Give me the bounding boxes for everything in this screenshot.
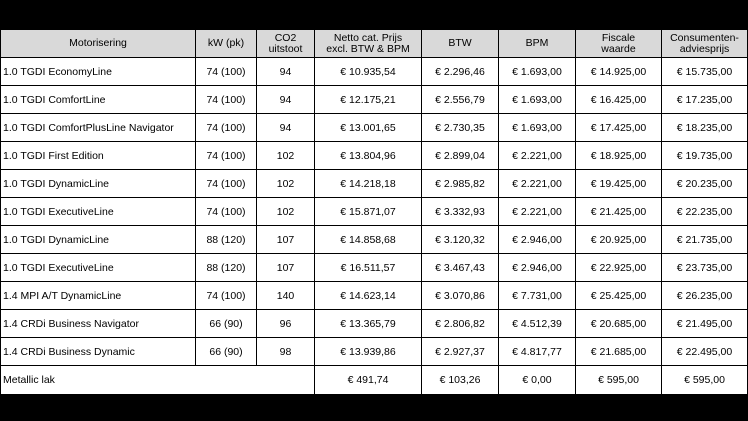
cell-consumentenadviesprijs: € 17.235,00 (662, 86, 748, 114)
cell-netto-prijs: € 14.623,14 (315, 282, 422, 310)
cell-netto-prijs: € 15.871,07 (315, 198, 422, 226)
cell-co2: 107 (257, 226, 315, 254)
cell-co2: 102 (257, 170, 315, 198)
table-row (1, 254, 748, 282)
cell-netto-prijs: € 14.218,18 (315, 170, 422, 198)
cell-co2: 94 (257, 114, 315, 142)
cell-motorisering: 1.4 MPI A/T DynamicLine (1, 282, 196, 310)
price-table-container (0, 29, 748, 395)
cell-consumentenadviesprijs: € 21.735,00 (662, 226, 748, 254)
cell-kw-pk: 74 (100) (196, 170, 257, 198)
header-label-line1: Motorisering (69, 37, 127, 49)
cell-btw: € 3.467,43 (422, 254, 499, 282)
header-label-line1: Consumenten- (670, 31, 739, 44)
cell-consumentenadviesprijs: € 20.235,00 (662, 170, 748, 198)
table-row (1, 170, 748, 198)
header-label-line1: Netto cat. Prijs (333, 31, 403, 44)
cell-kw-pk: 74 (100) (196, 142, 257, 170)
cell-btw: € 2.927,37 (422, 338, 499, 366)
cell-kw-pk: 74 (100) (196, 198, 257, 226)
cell-consumentenadviesprijs: € 15.735,00 (662, 58, 748, 86)
header-netto-prijs (315, 30, 422, 58)
cell-fiscale-waarde: € 22.925,00 (576, 254, 662, 282)
cell-motorisering: 1.4 CRDi Business Navigator (1, 310, 196, 338)
cell-motorisering: 1.0 TGDI ExecutiveLine (1, 254, 196, 282)
header-label-line1: BPM (525, 37, 549, 49)
cell-fiscale-waarde: € 20.685,00 (576, 310, 662, 338)
cell-co2: 94 (257, 86, 315, 114)
cell-motorisering: 1.0 TGDI EconomyLine (1, 58, 196, 86)
cell-btw: € 2.985,82 (422, 170, 499, 198)
header-label-line2: uitstoot (268, 42, 303, 55)
table-row (1, 198, 748, 226)
cell-fiscale-waarde: € 20.925,00 (576, 226, 662, 254)
cell-motorisering: 1.4 CRDi Business Dynamic (1, 338, 196, 366)
cell-btw: € 2.730,35 (422, 114, 499, 142)
table-header-row (1, 30, 748, 58)
cell-co2: 98 (257, 338, 315, 366)
cell-netto-prijs: € 13.001,65 (315, 114, 422, 142)
cell-btw: € 3.070,86 (422, 282, 499, 310)
cell-kw-pk: 74 (100) (196, 114, 257, 142)
cell-netto-prijs: € 12.175,21 (315, 86, 422, 114)
cell-bpm: € 2.221,00 (499, 142, 576, 170)
cell-bpm: € 1.693,00 (499, 86, 576, 114)
cell-fiscale-waarde: € 16.425,00 (576, 86, 662, 114)
cell-consumentenadviesprijs: € 23.735,00 (662, 254, 748, 282)
cell-consumentenadviesprijs: € 22.495,00 (662, 338, 748, 366)
header-label-line1: BTW (448, 37, 472, 49)
cell-consumentenadviesprijs: € 19.735,00 (662, 142, 748, 170)
cell-netto-prijs: € 16.511,57 (315, 254, 422, 282)
cell-consumentenadviesprijs: € 22.235,00 (662, 198, 748, 226)
cell-netto-prijs: € 13.365,79 (315, 310, 422, 338)
header-label-line2: adviesprijs (679, 42, 730, 55)
table-row (1, 142, 748, 170)
header-co2 (257, 30, 315, 58)
cell-bpm: € 4.512,39 (499, 310, 576, 338)
cell-netto-prijs: € 491,74 (315, 366, 422, 395)
cell-consumentenadviesprijs: € 595,00 (662, 366, 748, 395)
cell-btw: € 2.899,04 (422, 142, 499, 170)
cell-bpm: € 2.946,00 (499, 254, 576, 282)
cell-fiscale-waarde: € 14.925,00 (576, 58, 662, 86)
table-row (1, 58, 748, 86)
cell-co2: 102 (257, 198, 315, 226)
cell-co2: 140 (257, 282, 315, 310)
cell-co2: 96 (257, 310, 315, 338)
cell-co2: 102 (257, 142, 315, 170)
cell-btw: € 3.120,32 (422, 226, 499, 254)
cell-kw-pk: 66 (90) (196, 338, 257, 366)
cell-btw: € 2.296,46 (422, 58, 499, 86)
cell-fiscale-waarde: € 21.425,00 (576, 198, 662, 226)
metallic-lak-row (1, 366, 748, 395)
cell-netto-prijs: € 13.939,86 (315, 338, 422, 366)
cell-bpm: € 2.946,00 (499, 226, 576, 254)
cell-kw-pk: 88 (120) (196, 226, 257, 254)
metallic-lak-label: Metallic lak (1, 366, 315, 395)
cell-fiscale-waarde: € 25.425,00 (576, 282, 662, 310)
table-row (1, 226, 748, 254)
cell-motorisering: 1.0 TGDI First Edition (1, 142, 196, 170)
cell-motorisering: 1.0 TGDI ExecutiveLine (1, 198, 196, 226)
cell-kw-pk: 88 (120) (196, 254, 257, 282)
header-kw-pk (196, 30, 257, 58)
cell-fiscale-waarde: € 19.425,00 (576, 170, 662, 198)
table-row (1, 86, 748, 114)
cell-kw-pk: 74 (100) (196, 86, 257, 114)
header-btw (422, 30, 499, 58)
header-bpm (499, 30, 576, 58)
cell-kw-pk: 74 (100) (196, 58, 257, 86)
header-label-line1: kW (pk) (207, 37, 245, 49)
cell-co2: 107 (257, 254, 315, 282)
cell-motorisering: 1.0 TGDI DynamicLine (1, 226, 196, 254)
table-row (1, 114, 748, 142)
cell-btw: € 2.556,79 (422, 86, 499, 114)
table-row (1, 338, 748, 366)
cell-fiscale-waarde: € 17.425,00 (576, 114, 662, 142)
cell-consumentenadviesprijs: € 26.235,00 (662, 282, 748, 310)
cell-kw-pk: 74 (100) (196, 282, 257, 310)
cell-btw: € 103,26 (422, 366, 499, 395)
header-label-line2: excl. BTW & BPM (326, 42, 410, 55)
cell-motorisering: 1.0 TGDI DynamicLine (1, 170, 196, 198)
cell-netto-prijs: € 10.935,54 (315, 58, 422, 86)
header-label-line1: Fiscale (601, 31, 636, 44)
cell-bpm: € 2.221,00 (499, 170, 576, 198)
cell-bpm: € 0,00 (499, 366, 576, 395)
table-body (1, 58, 748, 395)
cell-btw: € 2.806,82 (422, 310, 499, 338)
header-motorisering (1, 30, 196, 58)
cell-fiscale-waarde: € 21.685,00 (576, 338, 662, 366)
table-row (1, 282, 748, 310)
header-fiscale-waarde (576, 30, 662, 58)
cell-bpm: € 4.817,77 (499, 338, 576, 366)
cell-netto-prijs: € 14.858,68 (315, 226, 422, 254)
cell-consumentenadviesprijs: € 21.495,00 (662, 310, 748, 338)
cell-bpm: € 7.731,00 (499, 282, 576, 310)
table-row (1, 310, 748, 338)
cell-kw-pk: 66 (90) (196, 310, 257, 338)
cell-motorisering: 1.0 TGDI ComfortPlusLine Navigator (1, 114, 196, 142)
cell-fiscale-waarde: € 18.925,00 (576, 142, 662, 170)
cell-fiscale-waarde: € 595,00 (576, 366, 662, 395)
cell-bpm: € 1.693,00 (499, 114, 576, 142)
cell-consumentenadviesprijs: € 18.235,00 (662, 114, 748, 142)
header-label-line1: CO2 (274, 31, 297, 44)
cell-motorisering: 1.0 TGDI ComfortLine (1, 86, 196, 114)
cell-netto-prijs: € 13.804,96 (315, 142, 422, 170)
cell-btw: € 3.332,93 (422, 198, 499, 226)
price-table (0, 29, 748, 395)
cell-bpm: € 1.693,00 (499, 58, 576, 86)
header-label-line2: waarde (601, 42, 636, 55)
cell-bpm: € 2.221,00 (499, 198, 576, 226)
header-consumentenadviesprijs (662, 30, 748, 58)
cell-co2: 94 (257, 58, 315, 86)
